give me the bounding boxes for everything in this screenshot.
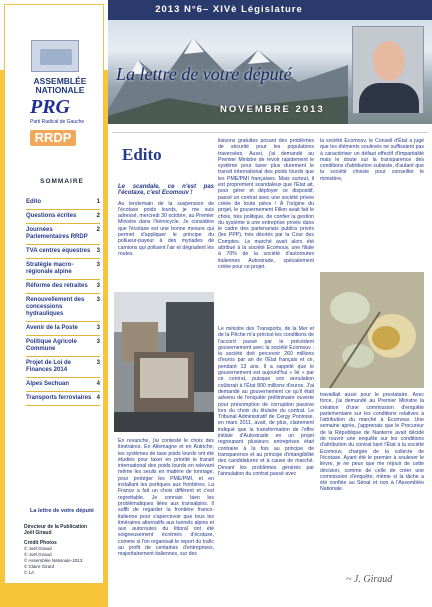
toc-item[interactable] bbox=[26, 378, 100, 392]
sidebar bbox=[0, 0, 108, 607]
toc-item-label: Renouvellement des concessions hydrauliques bbox=[26, 297, 85, 317]
edito-column-2-cont: Le ministre des Transports, de la Mer et de la Pêche m'a précisé les conditions de l'accord passé par le précédent gouvernement avec la société Ecomouv : la société doit percevoir 260 millions d'euros par an de l'État français et ce, pendant 13 ans. Il a rappelé que le gouvernement est aujourd'hui « lié » par ce contrat, puisque son annulation coûterait à l'État 800 millions d'euros. J'ai demandé au gouvernement ce qu'il était advenu de l'enquête préliminaire ouverte pour présomption de corruption passive lors du choix du titulaire du contrat. Le Tribunal Administratif de Cergy Pontoise, en mars 2011, avait, de plus, clairement indiqué que la transformation de l'offre initiale d'Autostrade en un projet regroupant plusieurs entreprises était contraire à la fois au principe de transparence et au principe d'intangibilité des candidatures et à cause de marché. Devant les problèmes générés par l'annulation du contrat passé avec bbox=[218, 326, 314, 477]
edito-column-1 bbox=[118, 184, 214, 257]
divider bbox=[112, 132, 428, 133]
toc-item-label: Transports ferroviaires bbox=[26, 395, 92, 401]
toc-item-label: Projet de Loi de Finances 2014 bbox=[26, 360, 72, 373]
edito-paragraph: En revanche, j'ai contesté le choix des itinéraires. En Allemagne et en Autriche, les systèmes de taxe poids lourds ont été étudiés pour taxer en priorité le transit international des poids lourds en relevant même les seuils en matière de tonnage, pour protéger les PME/PMI, et en installant les portiques aux frontières. La France a fait un choix différent et c'est regrettable. Je connais bien les problématiques liées aux transalpins. Il suffit de regarder la frontière franco-italienne pour s'apercevoir que tous les itinéraires alternatifs aux tunnels alpins et aux autoroutes du littoral ont été soigneusement écrémés d'écotaxe, comme si l'on organisait le report du trafic au profit de centaines d'entreprises, majoritairement italiennes, sur des bbox=[118, 438, 214, 558]
credit-line: © Joël Giraud bbox=[24, 552, 52, 557]
sidebar-lettre-label: La lettre de votre député bbox=[30, 508, 94, 514]
toc-item-page: 3 bbox=[96, 262, 100, 268]
issue-month: NOVEMBRE 2013 bbox=[220, 104, 325, 115]
toc-item[interactable] bbox=[26, 196, 100, 210]
toc-item-label: TVA centres équestres bbox=[26, 248, 91, 254]
edito-column-2: liaisons gratuites posant des problèmes de sécurité pour les populations traversées. Aussi, j'ai demandé au Premier Ministre de revoir rapidement le système pour taxer plus durement le transit international des poids lourds que les PME/PMI françaises. Mais surtout, il est proprement scandaleux que l'État ait, pour gérer et déployer ce dispositif, passé un contrat avec une société privée créée de toute pièce ! À l'origine du projet, le gouvernement Fillon avait fait le choix, très politique, de confier la gestion du système à une entreprise privée dans le cadre des partenariats publics privés (les PPP), très décriés par la Cour des Comptes. Le marché avait alors été attribué à la société Ecomouv, une filiale à 70% de la société d'autoroutes italiennes Autostrade, spécialement créée pour ce projet. bbox=[218, 138, 314, 270]
toc-item-label: Questions écrites bbox=[26, 213, 77, 219]
market-photo bbox=[114, 292, 214, 432]
toc-item-label: Politique Agricole Commune bbox=[26, 339, 77, 352]
toc-item-label: Stratégie macro-régionale alpine bbox=[26, 262, 74, 275]
credits bbox=[24, 524, 87, 576]
toc-item[interactable] bbox=[26, 280, 100, 294]
toc-item-page: 2 bbox=[96, 213, 100, 219]
toc-item[interactable] bbox=[26, 210, 100, 224]
edito-column-3: la société Ecomouv, le Conseil d'État a jugé que les éléments soulevés ne suffisaient pas à caractériser un défaut effectif d'impartialité mais le doute sur la transparence des conditions d'attribution subsiste, d'autant que la société choisie pour conseiller le ministère, bbox=[320, 138, 424, 182]
toc-item[interactable] bbox=[26, 224, 100, 245]
toc-item-page: 3 bbox=[96, 339, 100, 345]
credit-line: © Assemblée Nationale-2013 bbox=[24, 558, 83, 563]
toc-item-page: 3 bbox=[96, 297, 100, 303]
credit-line: © Joël Giraud bbox=[24, 546, 52, 551]
toc-item[interactable] bbox=[26, 322, 100, 336]
edito-column-3-cont: travaillait aussi pour le prestataire. Avec force, j'ai demandé au Premier Ministre la création d'une commission d'enquête parlementaire sur les conditions relatives à l'attribution du marché à Ecomouv. Une semaine après, j'apprenais que le Procureur de la République de Nanterre avait décidé de rouvrir une enquête sur les conditions d'attribution du contrat liant l'État à la société Ecomouv, chargée de la collecte de l'écotaxe. Ayant été le premier à soulever le lièvre, je ne peux que me réjouir de cette décision, comme de celle de créer une commission d'enquête, même si la tâche a été confiée au Sénat et non à l'Assemblée Nationale. bbox=[320, 392, 424, 493]
edito-lead: Le scandale, ce n'est pas l'écotaxe, c'est Ecomouv ! bbox=[118, 184, 214, 197]
edito-paragraph: Au lendemain de la suspension de l'écotaxe poids lourds, je me suis adressé, mercredi 30 octobre, au Premier Ministre dans l'hémicycle. Je considère que l'écotaxe est une bonne mesure qui permet d'appliquer le principe du pollueur-payeur à des myriades de camions qui polluent l'air et dégradent les routes. bbox=[118, 200, 214, 257]
toc-item-label: Réforme des retraites bbox=[26, 283, 88, 289]
credits-label: Crédit Photos bbox=[24, 540, 57, 546]
toc-item[interactable] bbox=[26, 294, 100, 322]
toc-item[interactable] bbox=[26, 392, 100, 406]
director-name: Joël Giraud bbox=[24, 530, 52, 536]
toc-item-page: 3 bbox=[96, 360, 100, 366]
credit-line: © Claire Girard bbox=[24, 564, 55, 569]
edito-heading: Edito bbox=[122, 145, 162, 164]
toc-item-page: 3 bbox=[96, 248, 100, 254]
toc-item[interactable] bbox=[26, 245, 100, 259]
prg-logo: PRG bbox=[30, 96, 70, 118]
newsletter-title: La lettre de votre député bbox=[116, 64, 292, 84]
toc-item-page: 4 bbox=[96, 395, 100, 401]
director-label: Directeur de la Publication bbox=[24, 524, 88, 530]
assemblee-nationale-label: ASSEMBLÉE NATIONALE bbox=[33, 76, 87, 95]
deputy-portrait bbox=[352, 26, 424, 114]
toc-item-page: 3 bbox=[96, 283, 100, 289]
toc-item-page: 3 bbox=[96, 325, 100, 331]
credit-line: © LA bbox=[24, 570, 35, 575]
toc-item[interactable] bbox=[26, 357, 100, 378]
signature: ~ J. Giraud bbox=[346, 574, 393, 585]
prg-subtitle: Parti Radical de Gauche bbox=[30, 119, 85, 125]
header-banner bbox=[108, 0, 432, 124]
toc-item-label: Alpes Sechuan bbox=[26, 381, 70, 387]
assemblee-nationale-logo bbox=[31, 40, 79, 72]
toc-item[interactable] bbox=[26, 259, 100, 280]
rrdp-logo: RRDP bbox=[30, 130, 76, 146]
issue-label: 2013 N°6– XIVè Législature bbox=[155, 4, 303, 15]
toc-item-page: 2 bbox=[96, 227, 100, 233]
toc-item-page: 4 bbox=[96, 381, 100, 387]
toc-item-label: Edito bbox=[26, 199, 41, 205]
toc-item-label: Journées Parlementaires RRDP bbox=[26, 227, 88, 240]
table-of-contents bbox=[26, 196, 100, 406]
toc-item-label: Avenir de la Poste bbox=[26, 325, 78, 331]
toc-item[interactable] bbox=[26, 336, 100, 357]
sommaire-heading: SOMMAIRE bbox=[40, 178, 84, 185]
toc-item-page: 1 bbox=[96, 199, 100, 205]
frosted-plant-photo bbox=[320, 272, 424, 388]
